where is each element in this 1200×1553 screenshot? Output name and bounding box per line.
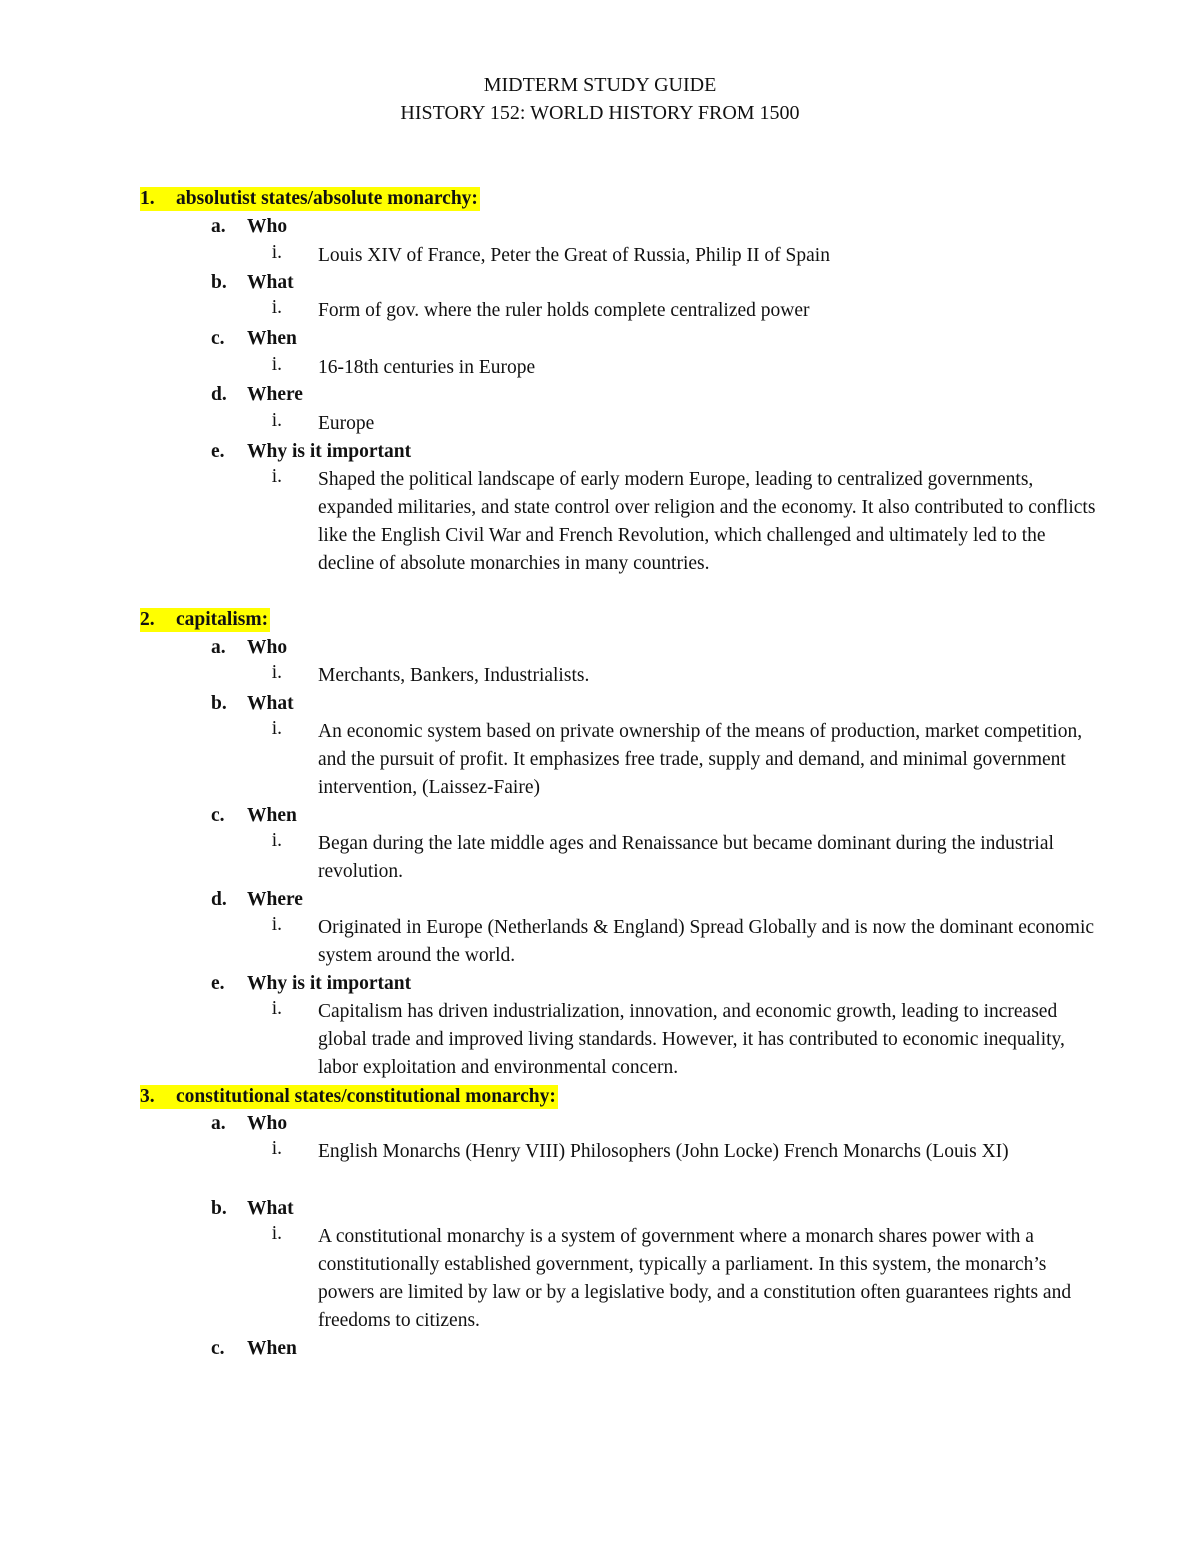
section-label: constitutional states/constitutional monarchy:: [176, 1086, 556, 1107]
subheading-when: c. When: [211, 805, 297, 826]
subheading-who: a. Who: [211, 1113, 288, 1134]
subheading-why: e. Why is it important: [211, 973, 412, 994]
section-label: absolutist states/absolute monarchy:: [176, 188, 478, 209]
section-label: capitalism:: [176, 609, 269, 630]
subheading-when: c. When: [211, 1338, 297, 1359]
section-heading: [140, 1083, 558, 1111]
document-page: MIDTERM STUDY GUIDE HISTORY 152: WORLD HISTORY FROM 1500 1. absolutist states/absolute monarchy: a. Who i. Louis XIV of France, Peter the Great of Russia, Philip II of Spain b. What i. Form of gov. where the ruler holds complete centralized power c. When i. 16-18th centuries in Europe d. Where i. Europe e. Why is it important i. Shaped the political landscape of early modern Europe, leading to centralized governments, expanded militaries, and state control over religion and the economy. It also contributed to conflicts like the English Civil War and French Revolution, which challenged and ultimately led to the decline of absolute monarchies in many countries. 2. capitalism: a. Who i. Merchants, Bankers, Industrialists. b. What i. An economic system based on private ownership of the means of production, market competition, and the pursuit of profit. It emphasizes free trade, supply and demand, and minimal government intervention, (Laissez-Faire) c. When i. Began during the late middle ages and Renaissance but became dominant during the industrial revolution. d. Where i. Originated in Europe (Netherlands & England) Spread Globally and is now the dominant economic system around the world. e. Why is it important i. Capitalism has driven industrialization, innovation, and economic growth, leading to increased global trade and improved living standards. However, it has contributed to economic inequality, labor exploitation and environmental concern. 3. constitutional states/constitutional monarchy: a. Who i. English Monarchs (Henry VIII) Philosophers (John Locke) French Monarchs (Louis XI) b. What i. A constitutional monarchy is a system of government where a monarch shares power with a constitutionally established government, typically a parliament. In this system, the monarch’s powers are limited by law or by a legislative body, and a constitution often guarantees rights and freedoms to citizens. c. When: [0, 0, 1200, 1553]
subheading-what: b. What: [211, 1198, 294, 1219]
section-number: 2.: [140, 609, 155, 630]
subheading-why: e. Why is it important: [211, 441, 412, 462]
doc-subtitle: HISTORY 152: WORLD HISTORY FROM 1500: [400, 102, 800, 124]
section-heading: [140, 185, 480, 213]
subheading-when: c. When: [211, 328, 297, 349]
subheading-where: d. Where: [211, 384, 303, 405]
section-heading: [140, 606, 270, 634]
subheading-who: a. Who: [211, 637, 288, 658]
subheading-where: d. Where: [211, 889, 303, 910]
subheading-what: b. What: [211, 272, 294, 293]
section-number: 1.: [140, 188, 155, 209]
section-number: 3.: [140, 1086, 155, 1107]
subheading-what: b. What: [211, 693, 294, 714]
subheading-who: a. Who: [211, 216, 288, 237]
doc-title: MIDTERM STUDY GUIDE: [483, 74, 717, 96]
